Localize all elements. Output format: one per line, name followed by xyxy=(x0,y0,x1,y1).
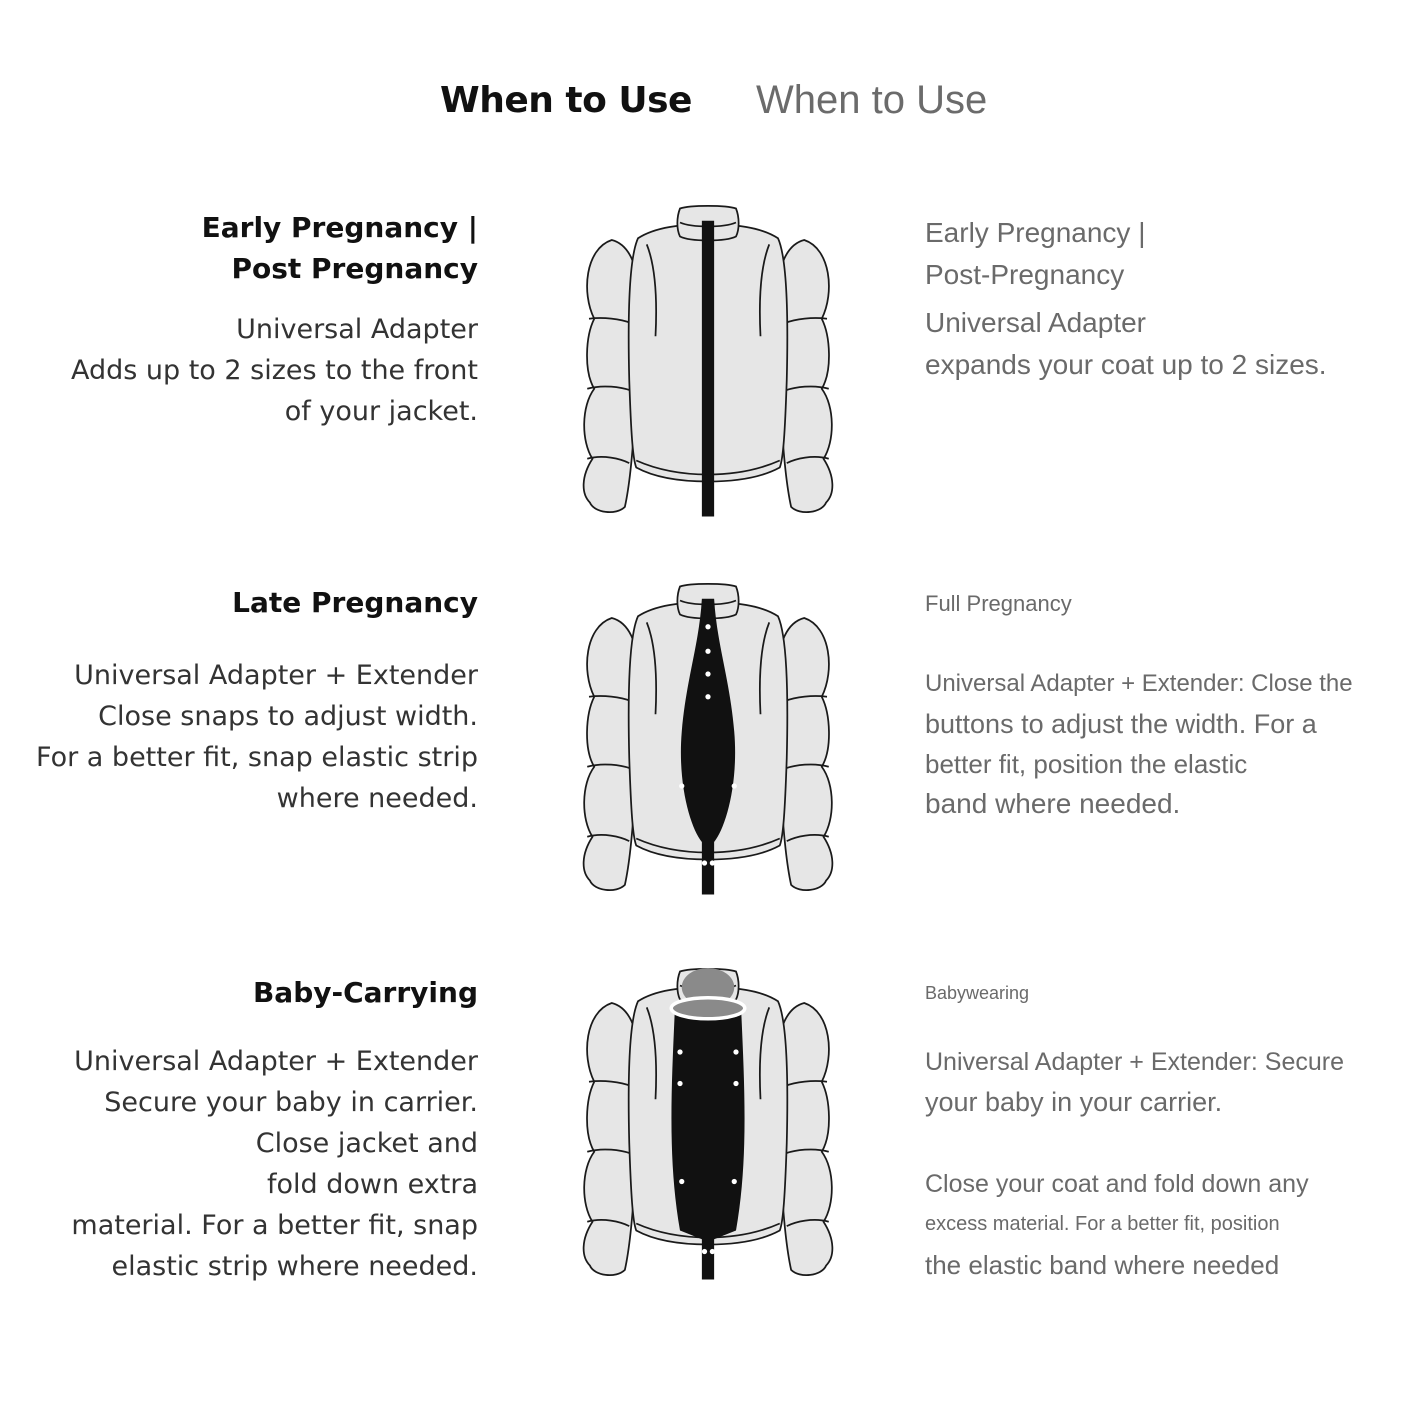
page-title-translation: When to Use xyxy=(756,78,988,122)
jacket-pregnancy-icon xyxy=(553,583,863,898)
page-title: When to Use xyxy=(440,80,692,121)
section-description: Universal Adapter + Extender Close snaps to adjust width. For a better fit, snap elastic strip where needed. xyxy=(36,660,478,814)
section-description-translation: Universal Adapter + Extender: Secure xyxy=(925,1048,1344,1076)
section-description-translation: Universal Adapter + Extender: Close the xyxy=(925,670,1353,697)
section-description: Universal Adapter + Extender Secure your baby in carrier. Close jacket and fold down extra material. For a better fit, snap elastic strip where needed. xyxy=(71,1046,478,1282)
jacket-babywearing-icon xyxy=(553,968,863,1283)
section-description: Universal Adapter Adds up to 2 sizes to the front of your jacket. xyxy=(70,314,478,427)
section-heading: Late Pregnancy xyxy=(232,586,478,619)
section-baby-carrying-left xyxy=(71,972,478,1287)
section-heading: Baby-Carrying xyxy=(252,976,478,1009)
section-heading-translation: Babywearing xyxy=(925,983,1030,1003)
section-late-pregnancy-left xyxy=(36,582,478,819)
section-late-pregnancy-right: Full Pregnancy Universal Adapter + Extender: Close the buttons to adjust the width. For a better fit, position the elastic band where needed. xyxy=(925,590,1385,824)
section-heading-translation: Early Pregnancy | xyxy=(925,217,1146,248)
section-heading-translation: Full Pregnancy xyxy=(925,591,1072,616)
jacket-closed-icon xyxy=(553,205,863,520)
section-description-translation: Universal Adapter xyxy=(925,307,1147,338)
section-early-pregnancy-right: Early Pregnancy | Post-Pregnancy Universal Adapter expands your coat up to 2 sizes. xyxy=(925,212,1385,386)
section-baby-carrying-right: Babywearing Universal Adapter + Extender: Secure your baby in your carrier. Close your coat and fold down any excess material. For a better fit, position the elastic band where needed xyxy=(925,980,1385,1286)
section-heading: Early Pregnancy | Post Pregnancy xyxy=(201,211,478,285)
section-early-pregnancy-left xyxy=(71,207,478,432)
